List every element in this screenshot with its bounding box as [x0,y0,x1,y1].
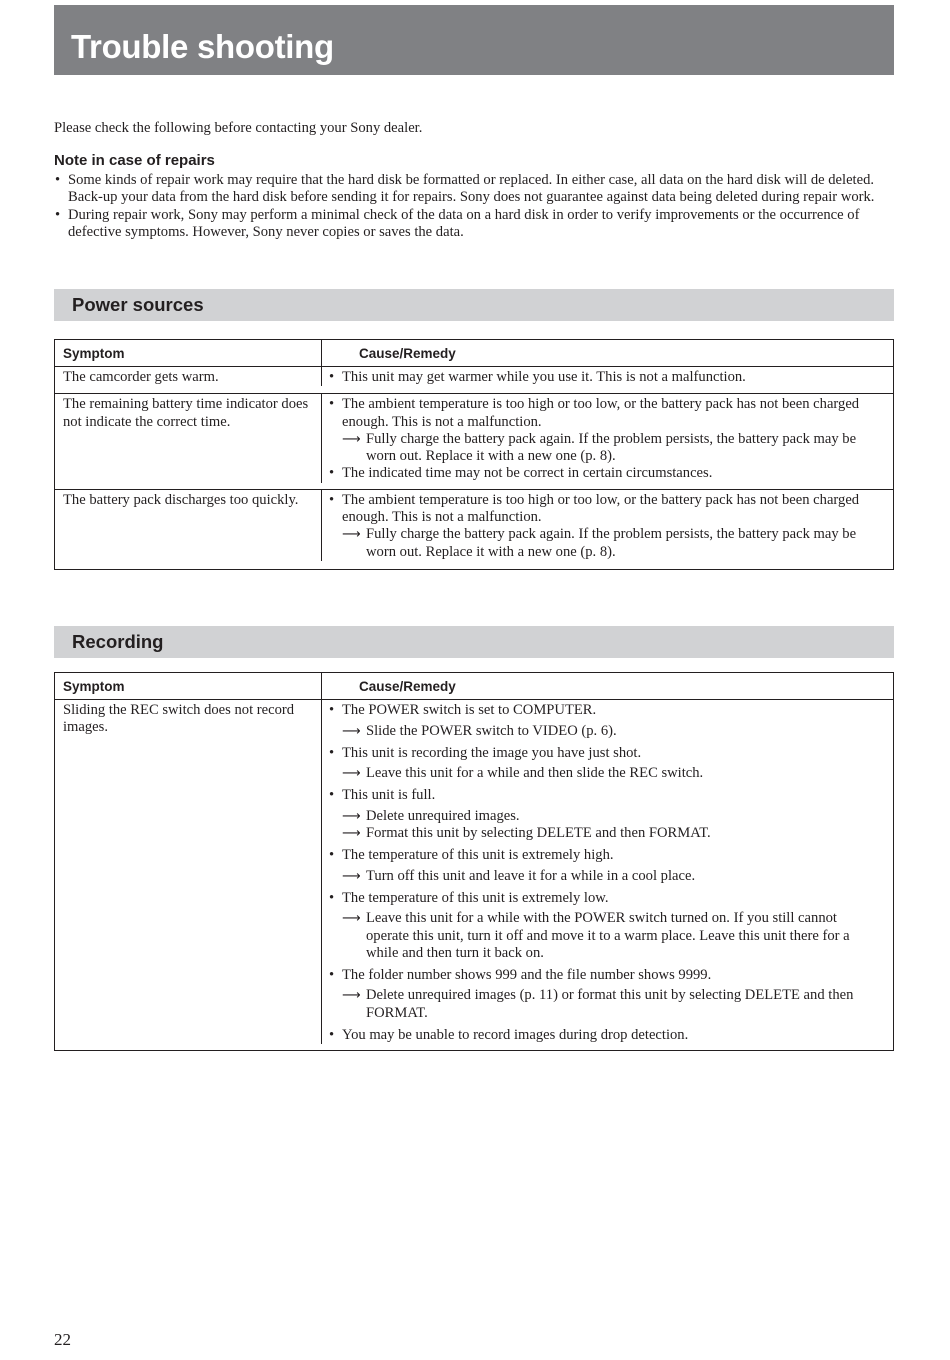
title-bar [54,5,894,75]
cause-item: • The ambient temperature is too high or too low, or the battery pack has not been charged enough. This is not a malfunction. [329,492,879,527]
symptom-cell: The battery pack discharges too quickly. [55,490,322,561]
remedy-text: Delete unrequired images (p. 11) or format this unit by selecting DELETE and then FORMAT. [366,987,854,1021]
remedy-item [329,808,879,825]
remedy-text: Fully charge the battery pack again. If the problem persists, the battery pack may be worn out. Replace it with a new one (p. 8). [366,430,857,465]
arrow-right-icon: ⟶ [342,766,361,782]
cause-remedy-cell [322,700,893,1044]
intro-text: Please check the following before contacting your Sony dealer. [54,120,423,136]
header-cause-remedy: Cause/Remedy [359,346,456,361]
page-number: 22 [54,1330,71,1349]
section-title-power: Power sources [72,294,204,315]
note-item: • Some kinds of repair work may require that the hard disk be formatted or replaced. In either case, all data on the hard disk will de deleted. Back-up your data from the hard disk before sending it for repairs. Sony does not guarantee against data being deleted during repair work. [54,172,890,207]
remedy-item [329,723,879,740]
remedy-item [329,868,879,885]
remedy-item [329,825,879,842]
remedy-item [329,431,879,466]
remedy-text: Leave this unit for a while with the POWER switch turned on. If you still cannot operate this unit, turn it off and move it to a warm place. Leave this unit there for a while and then turn it back on. [366,910,850,961]
recording-table [54,672,894,1051]
remedy-text: Delete unrequired images. [366,807,520,824]
cause-item: • This unit is full. [329,787,879,804]
remedy-item [329,526,879,561]
arrow-right-icon: ⟶ [342,723,361,739]
cause-remedy-cell [322,394,893,482]
cause-item: • The POWER switch is set to COMPUTER. [329,702,879,719]
arrow-right-icon: ⟶ [342,988,361,1004]
remedy-item [329,987,879,1022]
remedy-text: Slide the POWER switch to VIDEO (p. 6). [366,722,617,739]
symptom-cell: The remaining battery time indicator does not indicate the correct time. [55,394,322,482]
arrow-right-icon: ⟶ [342,868,361,884]
note-list [54,172,890,241]
symptom-cell: Sliding the REC switch does not record images. [55,700,322,1044]
cause-item: • This unit may get warmer while you use it. This is not a malfunction. [329,369,879,386]
table-row [55,367,893,393]
table-row [55,489,893,569]
power-sources-table [54,339,894,570]
cause-remedy-cell [322,490,893,561]
cause-item: • You may be unable to record images during drop detection. [329,1027,879,1044]
remedy-text: Turn off this unit and leave it for a while in a cool place. [366,867,696,884]
cause-item: • The temperature of this unit is extremely high. [329,847,879,864]
table-header [55,340,893,367]
remedy-item [329,765,879,782]
note-item: • During repair work, Sony may perform a minimal check of the data on a hard disk in order to verify improvements or the occurrence of defective symptoms. However, Sony never copies or saves the data. [54,207,890,242]
table-row [55,393,893,488]
arrow-right-icon: ⟶ [342,527,361,543]
arrow-right-icon: ⟶ [342,826,361,842]
note-heading: Note in case of repairs [54,152,215,169]
cause-item: • This unit is recording the image you have just shot. [329,745,879,762]
remedy-item [329,910,879,962]
arrow-right-icon: ⟶ [342,808,361,824]
section-title-recording: Recording [72,631,164,652]
cause-item: • The folder number shows 999 and the file number shows 9999. [329,967,879,984]
remedy-text: Fully charge the battery pack again. If the problem persists, the battery pack may be worn out. Replace it with a new one (p. 8). [366,526,857,560]
header-symptom: Symptom [55,340,322,366]
section-bar-power [54,289,894,321]
arrow-right-icon: ⟶ [342,431,361,447]
table-row [55,700,893,1050]
remedy-text: Format this unit by selecting DELETE and then FORMAT. [366,825,711,842]
cause-item: • The indicated time may not be correct in certain circumstances. [329,465,879,482]
page-title: Trouble shooting [71,28,334,65]
remedy-text: Leave this unit for a while and then slide the REC switch. [366,765,704,782]
cause-item: • The temperature of this unit is extremely low. [329,890,879,907]
cause-remedy-cell [322,367,893,386]
cause-item: • The ambient temperature is too high or too low, or the battery pack has not been charged enough. This is not a malfunction. [329,396,879,431]
section-bar-recording [54,626,894,658]
symptom-cell: The camcorder gets warm. [55,367,322,386]
header-symptom: Symptom [55,673,322,699]
header-cause-remedy: Cause/Remedy [359,679,456,694]
table-header [55,673,893,700]
arrow-right-icon: ⟶ [342,911,361,927]
